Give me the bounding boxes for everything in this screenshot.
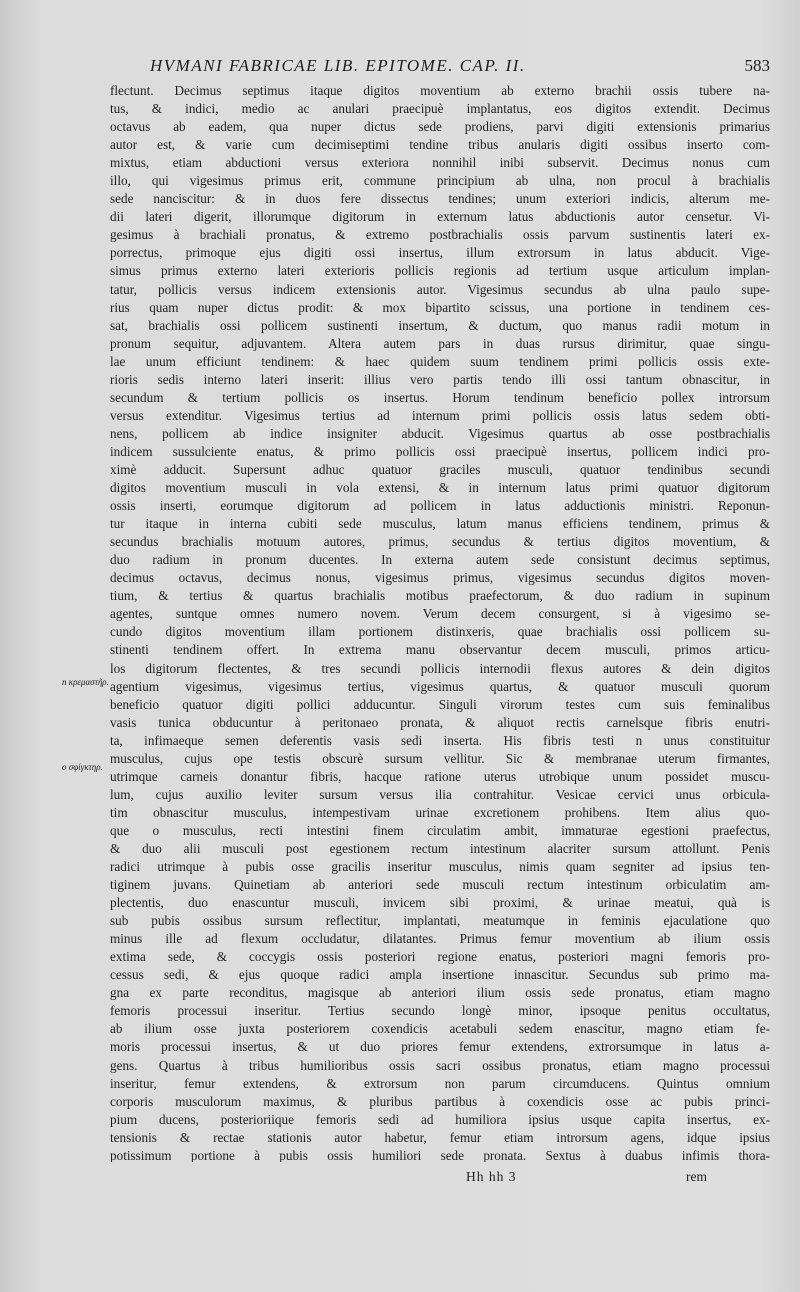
text-line: porrectus, primoque ejus digiti ossi insertus, illum extrorsum in latus abducit. Vige- <box>110 245 770 261</box>
text-line: octavus ab eadem, qua nuper dictus sede prodiens, parvi digiti extensionis primarius <box>110 119 770 135</box>
text-line: secundum & tertium pollicis os insertus. Horum tendinum beneficio pollex introrsum <box>110 389 770 405</box>
page-number: 583 <box>744 56 770 75</box>
text-line: simus primus externo lateri exterioris pollicis regionis ad tertium usque articulum implan- <box>110 263 770 279</box>
text-line: ximè adducit. Supersunt adhuc quatuor graciles musculi, quatuor tendinibus secundi <box>110 461 770 477</box>
text-line: autor est, & varie cum decimiseptimi tendine tribus anularis digiti ossibus inserto com- <box>110 137 770 153</box>
text-line: tatur, pollicis versus indicem extensionis autor. Vigesimus secundus ab ulna paulo supe- <box>110 281 770 297</box>
text-line: rius quam nuper dictus prodit: & mox bipartito scissus, una portione in tendinem ces- <box>110 299 770 315</box>
text-line: & duo alii musculi post egestionem rectum intestinum alacriter sursum attollunt. Penis <box>110 840 770 856</box>
text-line: decimus octavus, decimus nonus, vigesimus primus, vigesimus secundus digitos moven- <box>110 570 770 586</box>
text-line: los digitorum flectentes, & tres secundi pollicis internodii flexus autores & dein digitos <box>110 660 770 676</box>
running-header <box>150 56 770 76</box>
text-line: agentium vigesimus, vigesimus tertius, vigesimus quartus, & quatuor musculi quorum <box>110 678 770 694</box>
margin-note-cremaster <box>62 677 109 687</box>
text-line: corporis musculorum maximus, & pluribus partibus à coxendicis osse ac pubis princi- <box>110 1093 770 1109</box>
text-line: extima sede, & coccygis ossis posteriori regione enatus, posteriori magni femoris pro- <box>110 949 770 965</box>
text-line: mixtus, etiam abductioni versus exteriora nonnihil inibi subservit. Decimus nonus cum <box>110 155 770 171</box>
text-line: versus extenditur. Vigesimus tertius ad internum primi pollicis ossis latus sedem obti- <box>110 407 770 423</box>
text-line: stinenti tendinem offert. In extrema manu observantur decem musculi, primos articu- <box>110 642 770 658</box>
text-line: ta, infimaeque semen deferentis vasis sedi inserta. His fibris testi n unus constituitur <box>110 732 770 748</box>
text-line: potissimum portione à pubis ossis humiliori sede pronata. Sextus à duabus infimis thora- <box>110 1147 770 1162</box>
text-line: vasis tunica obducuntur à peritonaeo pronata, & aliquot rectis carnelsque fibris enutri- <box>110 714 770 730</box>
text-line: inseritur, femur extendens, & extrorsum non parum circumducens. Quintus omnium <box>110 1075 770 1091</box>
text-line: utrimque carneis donantur fibris, hacque ratione uterus utrobique unum possidet muscu- <box>110 768 770 784</box>
text-line: tur itaque in interna cubiti sede musculus, latum manus efficiens tendinem, primus & <box>110 516 770 532</box>
text-line: tim obnascitur musculus, intempestivam urinae excretionem prohibens. Item alius quo- <box>110 804 770 820</box>
text-line: duo radium in pronum ducentes. In externa autem sede consistunt decimus septimus, <box>110 552 770 568</box>
text-line: que o musculus, recti intestini finem circulatim ambit, immaturae egestioni praefectus, <box>110 822 770 838</box>
text-line: radici utrimque à pubis osse gracilis inseritur musculus, nimis quam segniter ad ipsius ten- <box>110 859 770 875</box>
text-line: digitos moventium musculi in vola extensi, & in internum latus primi quatuor digitorum <box>110 480 770 496</box>
text-line: nens, pollicem ab indice insigniter abducit. Vigesimus quartus ab osse postbrachialis <box>110 425 770 441</box>
margin-note-sphincter <box>62 762 103 772</box>
margin-note-marker: n <box>62 677 67 687</box>
text-line: indicem sussulciente enatus, & primo pollicis ossi praecipuè insertus, pollicem indici pro- <box>110 443 770 459</box>
margin-note-greek: σφίγκτηρ. <box>68 762 103 772</box>
text-line: lae unum efficiunt tendinem: & haec quidem suum tendinem primi pollicis ossis exte- <box>110 353 770 369</box>
text-line: agentes, suntque omnes numero novem. Verum decem consurgent, si à vigesimo se- <box>110 606 770 622</box>
text-line: tus, & indici, medio ac anulari praecipuè implantatus, eos digitos extendit. Decimus <box>110 101 770 117</box>
signature-mark: Hh hh 3 <box>466 1169 517 1184</box>
text-line: minus ille ad flexum occludatur, dilatantes. Primus femur moventium ab ilium ossis <box>110 931 770 947</box>
text-line: tium, & tertius & quartus brachialis motibus praefectorum, & duo radium in supinum <box>110 588 770 604</box>
text-line: pronum sequitur, adjuvantem. Altera autem pars in duas rursus dirimitur, quae singu- <box>110 335 770 351</box>
catchword: rem <box>686 1169 707 1184</box>
text-line: sat, brachialis ossi pollicem sustinenti insertum, & ductum, quo manus radii motum in <box>110 317 770 333</box>
text-line: plectentis, duo enascuntur musculi, invicem sibi proximi, & urinae meatui, quà is <box>110 895 770 911</box>
text-line: sede nanciscitur: & in duos fere dissectus tendines; unum exteriori indicis, alterum me- <box>110 191 770 207</box>
text-line: gens. Quartus à tribus humilioribus ossis sacri ossibus pronatus, etiam magno processui <box>110 1057 770 1073</box>
text-line: ossis inserti, eorumque digitorum ad pollicem in latus adductionis ministri. Reponun- <box>110 498 770 514</box>
text-line: gna ex parte reconditus, magisque ab anteriori ilium ossis sede pronatus, etiam magno <box>110 985 770 1001</box>
text-line: flectunt. Decimus septimus itaque digitos moventium ab externo brachii ossis tubere na- <box>110 83 770 98</box>
main-text-block <box>110 82 770 1162</box>
text-line: cessus sedi, & ejus quoque radici ampla insertione innascitur. Secundus sub primo ma- <box>110 967 770 983</box>
text-line: femoris processui inseritur. Tertius secundo longè minor, ipsoque penitus occultatus, <box>110 1003 770 1019</box>
text-line: tiginem juvans. Quinetiam ab anteriori sede musculi rectum intestinum orbiculatim am- <box>110 877 770 893</box>
text-line: lum, cujus auxilio leviter sursum versus ilia contrahitur. Vesicae cervici unus orbicula- <box>110 786 770 802</box>
text-line: ab ilium osse juxta posteriorem coxendicis acetabuli sedem enascitur, magno etiam fe- <box>110 1021 770 1037</box>
text-line: sub pubis ossibus sursum reflectitur, implantati, meatumque in feminis ejaculatione quo <box>110 913 770 929</box>
text-line: secundus brachialis motuum autores, primus, secundus & tertius digitos moventium, & <box>110 534 770 550</box>
text-line: musculus, cujus ope testis obscurè sursum vellitur. Sic & membranae uterum firmantes, <box>110 750 770 766</box>
margin-note-greek: κρεμαστῆρ. <box>68 677 109 687</box>
text-line: tensionis & rectae stationis autor habetur, femur etiam introrsum agens, idque ipsius <box>110 1129 770 1145</box>
text-line: dii lateri digerit, illorumque digitorum in externum latus abductionis autor censetur. Vi- <box>110 209 770 225</box>
text-line: moris processui insertus, & ut duo priores femur extendens, extrorsumque in latus a- <box>110 1039 770 1055</box>
text-line: illo, qui vigesimus primus erit, commune principium ab ulna, non procul à brachialis <box>110 173 770 189</box>
margin-note-marker: o <box>62 762 67 772</box>
text-line: rioris sedis interno lateri inserit: illius vero partis tendo illi ossi tantum obnascitur, in <box>110 371 770 387</box>
running-title: HVMANI FABRICAE LIB. EPITOME. CAP. II. <box>150 56 526 75</box>
text-line: pium ducens, posterioriique femoris sedi ad humiliora ipsius usque capita insertus, ex- <box>110 1111 770 1127</box>
text-line: cundo digitos moventium illam portionem distinxeris, quae brachialis ossi pollicem su- <box>110 624 770 640</box>
text-line: beneficio quatuor digiti pollici adducuntur. Singuli virorum testes cum suis feminalibus <box>110 696 770 712</box>
text-line: gesimus à brachiali pronatus, & extremo postbrachialis ossis parvum sustinentis lateri ex- <box>110 227 770 243</box>
